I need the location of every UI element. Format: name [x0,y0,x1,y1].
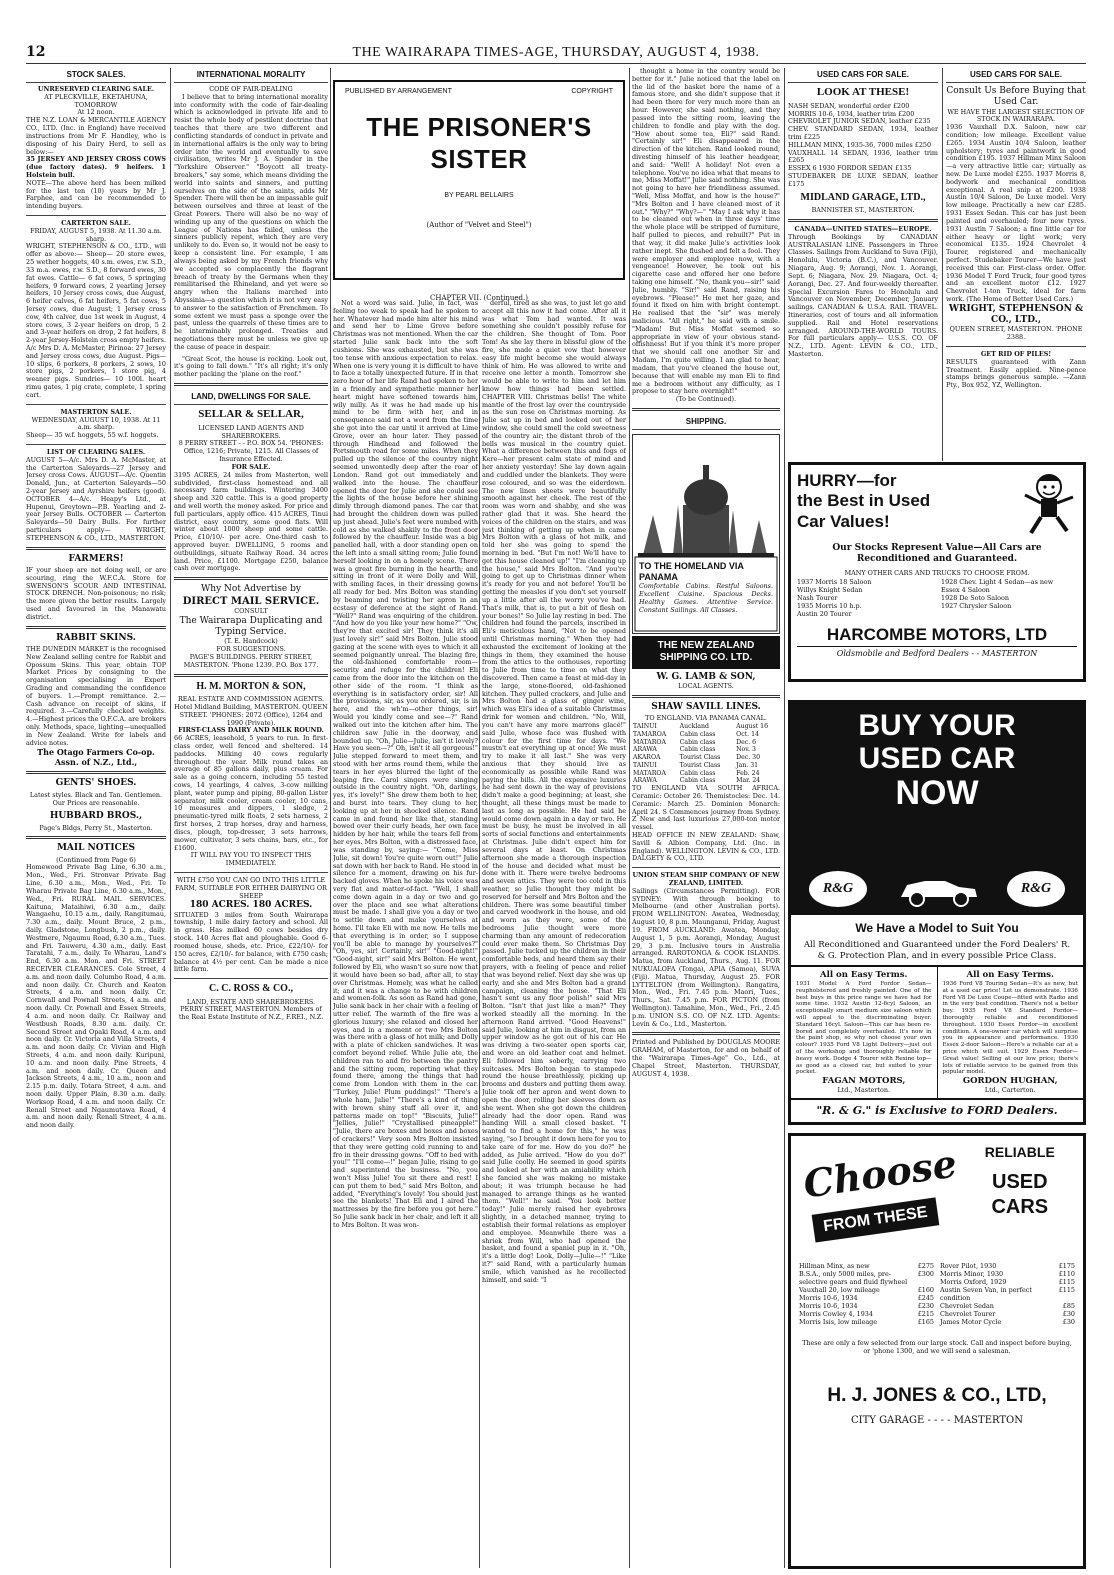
ship-poster [632,434,780,634]
table-row: TAINUI Tourist Class Jan. 31 [633,761,759,769]
look-title: LOOK AT THESE! [816,86,910,98]
hughan-block [938,967,1084,1097]
newspaper-title: THE WAIRARAPA TIMES-AGE, THURSDAY, AUGUST 4, 1938. [352,44,760,60]
column-divider [170,68,171,1568]
jones-sub: CITY GARAGE - - - - MASTERTON [851,1415,1023,1427]
list-item: VAUXHALL 14 SEDAN, 1936, leather trim £265 [788,148,938,165]
shaw-office: HEAD OFFICE IN NEW ZEALAND: Shaw, Savill & Albion Company, Ltd. (Inc. in England). WELLINGTON. LEVIN & CO., LTD. DALGETY & CO., LTD. [632,830,780,863]
shaw-title: SHAW SAVILL LINES. [651,702,761,712]
story-title: THE PRISONER'S SISTER [366,111,592,175]
dm-consult: CONSULT [234,607,268,615]
hughan-sub: Ltd., Carterton. [984,1085,1036,1094]
list-item: 1937 Morris 18 Saloon [797,578,872,587]
buy-model: We Have a Model to Suit You [855,921,1019,935]
farmers-text: IF your sheep are not doing well, or are scouring, ring the W.F.C.A. Store for SWENSON'S SCOUR AND INTESTINAL STOCK DRENCH. Non-poisonous; no risk; the more given the better results. Largely used and favoured in the Manawatu district. [26,565,166,621]
story-text: derful, tired as she was, to just let go and accept all this now it had come. After all it was what Tom had wanted. It was something she couldn't possibly refuse for the children. She thought of Tom. Poor Tom! As she lay there in blissful glow of the fire, she made a quiet vow that however easy life might become she would always think of him. He was allowed to write and receive one letter a month. Tomorrow she would be able to write to him and let him know how things had been settled. CHAPTER VIII. Christmas bells! The white mantle of the frost lay over the countryside as the sun rose on Christmas morning. As Julie sat up in bed and looked out of her window, she could smell the cold sweetness of the country air; the distant throb of the bells was musical in the country quiet. What a difference between this and fogs of Kere—her present calm state of mind and her anxiety yesterday! She lay down again and cuddled under the blankets. They were rose coloured, and so was the eiderdown. The new linen sheets were beautifully smooth against her cheek. The rest of the room was worn and shabby, and she was rather glad that it was. She heard the voices of the children on the stairs, and was just thinking of getting up when in came Mrs Bolton with a glass of hot milk, and told her she was going to spend the morning in bed. "But I'm not! We'll have to get this house cleaned up!" "I'm cleaning up the house," said Mrs Bolton. "And you're going to get up to Christmas dinner when it's ready for you and not before! You'll be getting the measles if you don't set yourself up a little after all the worry you've had. That's milk, that is, to put a bit of flesh on your bones!" So Julie lay resting in bed. The children had found the parcels, inscribed in Eli's meticulous hand, "Not to be opened until Christmas morning." When they had exhausted the excitement of looking at the things in them, they examined the house from the attics to the outhouses, reporting to Julie from time to time on what they discovered. Then came a feast at mid-day in the large, stone-floored, old-fashioned kitchen. They pulled crackers, and Julie and Mrs Bolton had a glass of ginger wine, which was Eli's idea of a suitable Christmas drink for women and children. "No, Will, you can't have any more marrons glacé!" said Julie, whose face was flushed with colour for the first time for days. "We mustn't eat everything up at once! We must try to make it all last." She was very anxious that they should live as economically as possible while Rand was paying the bills. All the expensive luxuries he had sent down in the way of provisions didn't make a good beginning; at least, she thought, all these things must be made to last as long as possible. He had said he would come down again in a day or two. He must be busy, he must be involved in all sorts of social functions and entertainments at Christmas. Julie didn't expect him for several days at least. On Christmas afternoon she made a thorough inspection of the house and decided what must be done with it. There were twelve bedrooms and seven attics. They were too cold in this weather, so Julie thought they might be reserved for herself and Mrs Bolton and the children. There was some beautiful timber and carved woodwork in the house, and old and worn as they were, some of the bedrooms Julie thought were more charming than any amount of redecoration could ever make them. So Christmas Day passed. Julie tucked up the children in their comfortable beds, and heard them say their prayers, with a feeling of peace and relief that was beyond relief. Next day she was up early, and she and Mrs Bolton had a grand campaign, cleaning the house. "That Eli hasn't sent us any floor polish!" said Mrs Bolton. "Isn't that just like a man?" They worked steadily all the morning. In the afternoon Rand arrived. "Good Heavens!" said Julie, looking at him in disgust, from an upper window as he got out of his car. He was driving a two-seater open sports car, and wore an old leather coat and helmet. Eli followed him soberly, carrying two suitcases. Mrs Bolton began to stampede round the house breathlessly, picking up brooms and dusters and putting them away. Julie took off her apron and went down to open the door, rolling her sleeves down as she went. When she got down the children already had the door open. Rand was handing Will a small closed basket. "I wanted to find a home for this," he was saying, "so I brought it down here for you to take care of for me. How do you do?" he added, as Julie arrived. "How do you do?" said Julie coolly. He seemed in good spirits and looked at her with an amiability which she fancied she was making no mistake about; it was triumph because he had managed to arrange things as he wanted them. "Well!" he said. "You look better today!" Julie merely raised her eyebrows slightly, in a detached manner, trying to establish their formal relations as employer and employee. Meanwhile there was a shriek from Will, who had opened the basket, and found a spaniel pup in it. "Oh, it's a little dog! Look, Dolly—Julie—!" "Like it?" said Rand, with a particularly human smile, which vanished as he recollected himself, and said: "I [482,300,626,1284]
mail-text: Homewood Private Bag Line, 6.30 a.m., Mon., Wed., Fri. Stronvar Private Bag Line, 6.30 a.m., Mon., Wed., Fri. Te Wharau Private Bag Line, 6.30 a.m., Mon., Wed., Fri. RURAL MAIL SERVICES. Kaituna, Mataihiwi, 6.30 a.m., daily. Wangaehu, 10.15 a.m., daily. Rangitumau, 7.30 a.m., daily. Mount Bruce, 2 p.m., daily. Gladstone, Longbush, 2 p.m., daily. Westmere, Ngaumu Road, 6.30 a.m., Tues. and Fri. Tauweru, 4.30 a.m., daily. East Taratahi, 7 a.m., daily. Te Wharau, Land's End, 6.30 a.m. Mon. and Fri. STREET RECEIVER CLEARANCES. Cole Street, 4 a.m. and noon daily. Columbo Road, 4 a.m. and noon daily. Cr. Church and Keaton Streets, 4 a.m. and noon daily. Cr. Cornwall and Pownall Streets, 4 a.m. and noon daily. Cr. Pownall and Essex Streets, 4 a.m. and noon daily. Cr. Railway and Westbush Roads, 8.30 a.m. daily. Cr. Second Street and Opaki Road, 4 a.m. and noon daily. Cr. Victoria and Villa Streets, 4 a.m. and noon daily. Cr. Vivian and High Streets, 4 a.m. and noon daily. Kuripuni, 10 a.m. and noon daily. Pine Streets, 4 a.m. and noon daily. Cr. Queen and Jackson Streets, 4 a.m., 10 a.m., noon and 2.15 p.m. daily. Totara Street, 4 a.m. and noon daily. Upper Plain, 8.30 a.m. daily. Worksop Road, 4 a.m. and noon daily. Cr. Renall Street and Ngaumutawa Road, 4 a.m. and noon daily. Renall Street, 4 a.m. and noon daily. [26,863,166,1130]
section-header: STOCK SALES. [26,68,166,83]
car-icon [895,871,981,909]
jones-firm: H. J. JONES & CO., LTD, [827,1384,1047,1406]
canada-title: CANADA—UNITED STATES—EUROPE. [794,225,932,233]
mail-title: MAIL NOTICES [56,843,136,854]
list-item: Morris Isis, low mileage £165 [799,1318,934,1326]
nz-shipping-banner: THE NEW ZEALAND SHIPPING CO. LTD. [632,636,780,669]
fagan-firm: FAGAN MOTORS, [822,1076,906,1087]
used-cars-left [788,68,938,461]
reliable-label: RELIABLE [984,1144,1055,1160]
ross-sub: LAND, ESTATE AND SHAREBROKERS. [186,997,316,1006]
farmers-title: FARMERS! [68,553,124,564]
poster-title: TO THE HOMELAND VIA PANAMA [639,560,744,583]
dm-line2: DIRECT MAIL SERVICE. [182,595,320,607]
gents-title: GENTS' SHOES. [55,778,137,789]
buy-line1: BUY YOUR [858,709,1016,742]
lamb-sub: LOCAL AGENTS. [678,682,734,691]
table-row: MATAROA Cabin class Dec. 6 [633,738,757,746]
list-item: NASH SEDAN, wonderful order £200 [788,101,910,110]
section-header: USED CARS FOR SALE. [946,68,1086,83]
fagan-block [791,967,938,1097]
dm-line1: Why Not Advertise by [201,584,301,595]
sale-note: NOTE—The above herd has been milked for the last ten (10) years by Mr J. Farphee, and can be recommended to intending buyers. [26,178,166,211]
list-item: Chevrolet Tourer £30 [940,1310,1075,1318]
acres-text: SITUATED 3 miles from South Wairarapa township, 1 mile dairy factory and school. All in grass. Has milked 60 cows besides dry stock. 140 Acres flat and ploughable. Good 6-roomed house, sheds, etc. Price, £22/10/- for 150 acres, £2/10/- for balance, with £750 cash; balance at 4½ per cent. Can be made a nice little farm. [174,910,328,974]
section-sub: CODE OF FAIR-DEALING [209,85,293,93]
used-cars-right [946,68,1086,461]
morton-sub: REAL ESTATE AND COMMISSION AGENTS. [177,695,325,704]
midland-firm: MIDLAND GARAGE, LTD., [800,191,926,203]
ws-address: QUEEN STREET, MASTERTON. 'PHONE 2388. [949,325,1083,342]
rabbit-text: THE DUNEDIN MARKET is the recognised New Zealand selling centre for Rabbit and Opossum Skins. This year, obtain TOP Market Prices by consigning to the organisation specialising in Expert Grading and commanding the confidence of buyers. 1.—Prompt remittance. 2.—Cash advance on receipt of skins, if required. 3.—Carefully checked weights. 4.—Highest prices the O.F.C.A. are brokers only. Methods, space, lighting—unequalled in New Zealand. Write for labels and advice notes. [26,644,166,747]
choose-graphic [799,1140,965,1248]
list-item: HILLMAN MINX, 1935-36, 7000 miles £250 [788,140,932,149]
sellar-sub: LICENSED LAND AGENTS AND SHAREBROKERS. [198,423,304,440]
sale-date: WEDNESDAY, AUGUST 10, 1938. At 11 a.m. sharp. [31,415,161,432]
table-row: TAMAROA Cabin class Oct. 14 [633,730,759,738]
story-column-1 [333,300,478,1568]
hurry-line1: HURRY—for [797,471,897,490]
morton-address: Hotel Midland Building, MASTERTON. QUEEN STREET. 'PHONES: 2072 (Office), 1264 and 1990 (Private). [174,702,328,727]
sale-text: THE N.Z. LOAN & MERCANTILE AGENCY CO., LTD. (Inc. in England) have received instructions from Mr F. Handley, who is disposing of his Dairy Herd, to sell as below:— [26,116,166,156]
gents-firm: HUBBARD BROS., [49,811,143,822]
sale-title: CARTERTON SALE. [61,219,131,227]
page-number: 12 [26,43,46,60]
sellar-sale: FOR SALE. [231,462,271,471]
used-label: USED [992,1170,1048,1193]
easy-terms: All on Easy Terms. [966,970,1054,981]
hurry-line3: Car Values! [797,511,890,531]
list-item: MORRIS 10-6, 1934, leather trim £200 [788,109,915,118]
union-title: UNION STEAM SHIP COMPANY OF NEW ZEALAND, LIMITED. [632,871,780,887]
column-divider [784,68,785,1568]
buy-guarantee: All Reconditioned and Guaranteed under the Ford Dealers' R. & G. Protection Plan, and in every possible Price Class. [803,940,1071,961]
story-shipping-column [632,68,780,1568]
sale-date: FRIDAY, AUGUST 5, 1938. At 11.30 a.m. sharp. [30,226,162,243]
list-item: Willys Knight Sedan [797,586,863,595]
story-header [333,80,625,280]
dm-for: FOR SUGGESTIONS. [216,645,286,654]
gents-address: Page's Bldgs, Perry St., Masterton. [39,823,153,832]
buy-banner [791,703,1083,863]
car-emblem-row [791,863,1083,915]
list-item: Morris 10-6, 1934 £245 [799,1294,934,1302]
column-divider [330,68,331,1568]
jones-ad [788,1133,1086,1569]
ross-title: C. C. ROSS & CO., [209,983,293,995]
list-item: 1928 De Soto Saloon [941,593,1009,602]
hughan-text: 1936 Ford V8 Touring Sedan—It's as new, but at a used car price! Let us demonstrate. 1936 Ford V8 De Luxe Coupe—fitted with Radio and in the very best condition. There's not a better buy. 1935 Ford V8 Standard Fordor—thoroughly reliable and reconditioned throughout. 1930 Essex Fordor—in excellent condition. A one-owner car which will surprise you in appearance and performance. 1930 Essex 2-door Saloon—Here's a reliable car at a price which will suit. 1929 Essex Fordor—Great value! Selling at our low price; there's lots of reliable service to be gained from this popular model. [942,980,1078,1076]
ws-firm: WRIGHT, STEPHENSON & CO., LTD., [948,303,1084,326]
buy-footer: "R. & G." is Exclusive to FORD Dealers. [791,1098,1083,1118]
column-divider [479,385,480,1568]
morton-text: 66 ACRES, leasehold, 5 years to run. In first-class order, well fenced and sheltered. 14 paddocks. Milking 40 cows regularly throughout the year. Milk round takes an average of 85 gallons daily, plus cream. For sale as a going concern, including 55 tested cows, 14 yearlings, 4 calves, 3-cow milking plant, water pump and piping, 80-gallon Lister separator, milk cooler, cream cooler, 10 cans, 10 measures and dippers, 1 sledge, 2 pneumatic-tyred milk floats, 2 sets harness, 2 first horses, 2 trap horses, dray and harness, discs, plough, top-dresser, 3 sets harrows, mower, cultivator, 3 sets chains, bars, etc., for £1600. [174,734,328,852]
column-divider [629,68,630,1568]
rabbit-firm: The Otago Farmers Co-op. Assn. of N.Z., Ltd., [37,747,155,768]
sale-lots: 35 JERSEY AND JERSEY CROSS COWS (due factory dates). 9 heifers. 1 Holstein bull. [26,155,166,179]
rg-badge-left: R&G [809,871,867,907]
section-header: INTERNATIONAL MORALITY [174,68,328,83]
ross-address: PERRY STREET, MASTERTON. Members of the Real Estate Institute of N.Z., F.REI., N.Z. [178,1005,324,1022]
masthead [26,42,1086,64]
midland-address: BANNISTER ST., MASTERTON. [811,206,915,215]
morality-column [174,68,328,1568]
union-text: Sailings (Circumstances Permitting). FOR SYDNEY: With through booking to Melbourne (and other Australian ports). FROM WELLINGTON: Awatea, Wednesday, August 10, 8 p.m. Maunganui, Friday, August 19. FROM AUCKLAND: Awatea, Monday, August 1, 5 p.m. Aorangi, Monday, August 29, 3 p.m. Inclusive tours in Australia arranged. RAROTONGA & COOK ISLANDS. Matua, from Auckland, Thurs., Aug. 11. FOR NUKUALOFA (Tonga), APIA (Samoa), SUVA (Fiji). Matua, Thursday, August 25. FOR LYTTELTON (from Wellington). Rangatira, Mon., Wed., Fri. 7.45 p.m. Maori, Tues., Thurs., Sat. 7.45 p.m. FOR PICTON (from Wellington). Tamahine, Mon., Wed., Fri., 2.45 p.m. UNION S.S. CO. OF N.Z. LTD. Agents: Levin & Co., Ltd., Masterton. [632,886,780,1028]
fagan-text: 1931 Model A Ford Fordor Sedan—reupholstered and freshly painted. One of the best buys in this price range we have had for some time. 1932 Austin 12-6cyl Saloon, an exceptionally smart medium size saloon which will appeal to the discriminating buyer. Standard 16cyl. Saloon—This car has been re-bored and completely overhauled. It's now in the paint shop, so why not choose your own colour? 1935 Ford V8 Light Delivery—just out of the workshop and thoroughly reliable for heavy work. Dodge 4 Tourer with Rexine top—as good as a closed car, but suited to your pocket. [796,980,932,1076]
hurry-line2: the Best in Used [797,491,931,511]
piles-title: GET RID OF PILES! [980,349,1052,358]
hughan-firm: GORDON HUGHAN, [962,1076,1058,1087]
jones-list-left [799,1262,934,1326]
dm-person: (T. E. Handcock) [224,637,278,646]
running-boy-icon [1015,471,1077,537]
table-row: ARAWA Cabin class Nov. 3 [633,746,756,754]
list-item: B.S.A., only 5000 miles, pre-selective gears and fluid flywheel £300 [799,1270,934,1286]
list-item: Vauxhall 20, low mileage £160 [799,1286,934,1294]
list-item: James Motor Cycle £30 [940,1318,1075,1326]
list-item: Austin Seven Van, in perfect condition £115 [940,1286,1075,1302]
consult-sub: WE HAVE THE LARGEST SELECTION OF STOCK IN WAIRARAPA. [947,107,1085,124]
story-copyright: COPYRIGHT [571,88,613,95]
list-item: Hillman Minx, as new £275 [799,1262,934,1270]
list-item: Nash Tourer [797,593,838,602]
consult-cars: 1936 Vauxhall D.X. Saloon, new car condition; low mileage. Excellent value £265. 1934 Austin 10/4 Saloon, leather upholstery; tyres and paintwork in good condition £195. 1937 Hillman Minx Saloon—a very attractive little car; virtually as new. De Luxe model £255. 1937 Morris 8, bodywork and mechanical condition exceptional. A real snip at £200. 1938 Austin 10/4 Saloon, De Luxe model. Very low mileage. Practically a new car £285. 1931 Essex Sedan. This car has just been painted and overhauled; four new tyres. 1931 Austin 7 Saloon; a fine little car for either heavy or light work; very economical £135. 1924 Chevrolet 4 Tourer, registered and mechanically perfect. Studebaker Tourer—We have just received this car. First-class order. Offer. 1936 Model T Ford Truck, four good tyres and an excellent motor £12. 1927 Chevrolet 1-ton Truck, ideal for farm work. (The Home of Better Used Cars.) [946,123,1086,303]
story-author: BY PEARL BELLAIRS [444,191,514,199]
poster-list: Comfortable Cabins. Restful Saloons. Excellent Cuisine. Spacious Decks. Healthy Games. Attentive Service. Constant Sailings. All Classes. [639,582,773,614]
morton-pay: IT WILL PAY YOU TO INSPECT THIS IMMEDIATELY. [190,851,312,868]
dm-address: PAGE'S BUILDINGS. PERRY STREET, MASTERTON. 'Phone 1239. P.O. Box 177. [183,652,319,669]
sale-text: Sheep— 35 w.f. hoggets, 55 w.f. hoggets. [26,431,159,440]
land-header: LAND, DWELLINGS FOR SALE. [174,390,328,405]
ford-rg-ad [788,700,1086,1125]
dm-firm: The Wairarapa Duplicating and Typing Service. [179,615,323,638]
sale-place: AT PLECKVILLE, EKETAHUNA, TOMORROW [44,92,148,109]
sellar-address: 8 PERRY STREET - - P.O. BOX 54. 'PHONES: Office, 1216; Private, 1215. All Classes of Insurance Effected. [178,439,324,464]
joke-text: "Great Scot, the house is rocking. Look out, it's going to fall down." "It's all right; it's only mother packing the 'plane on the roof." [174,354,328,379]
sellar-title: SELLAR & SELLAR, [198,408,304,421]
shaw-sub: TO ENGLAND. VIA PANAMA CANAL. [645,714,767,723]
section-header: USED CARS FOR SALE. [788,68,938,83]
from-these-banner: FROM THESE [812,1197,940,1242]
harcombe-firm: HARCOMBE MOTORS, LTD [826,625,1048,645]
list-item: 1935 Morris 10 h.p. [797,601,862,610]
list-item: 1928 Chev. Light 4 Sedan—as new [941,578,1054,587]
buy-line2: USED CAR [858,742,1016,775]
table-row: AKAROA Tourist Class Dec. 30 [633,754,761,762]
story-chapter: CHAPTER VII. (Continued.) [430,294,528,302]
list-item: Morris Minor, 1930 £110 [940,1270,1075,1278]
acres-label: 180 ACRES. 180 ACRES. [189,900,313,911]
morton-sep: WITH £750 YOU CAN GO INTO THIS LITTLE FARM, SUITABLE FOR EITHER DAIRYING OR SHEEP [175,875,327,900]
table-row: TAINUI Auckland August 16 [633,723,769,731]
list-title: LIST OF CLEARING SALES. [46,447,146,456]
piles-text: RESULTS guaranteed with Zann Treatment. Easily applied. Nine-pence stamps brings generous sample. —Zann Pty., Box 952, YZ, Wellington. [946,357,1086,390]
sale-time: At 12 noon. [77,108,115,117]
story-prev: (Author of "Velvet and Steel") [426,220,532,229]
car-list [788,103,938,189]
jones-list-right [940,1262,1075,1326]
morton-dairy: FIRST-CLASS DAIRY AND MILK ROUND. [178,726,324,735]
column-divider [942,68,943,461]
sale-title: UNRESERVED CLEARING SALE. [37,85,155,93]
hurry-many: MANY OTHER CARS AND TRUCKS TO CHOOSE FROM. [844,568,1030,577]
shaw-table [632,723,780,785]
cars-label: CARS [991,1195,1049,1218]
canada-text: Through Bookings by CANADIAN AUSTRALASIAN LINE. Passengers in Three Classes. Sailings from Auckland to Suva (Fiji), Honolulu, Victoria (B.C.), and Vancouver. Niagara, Aug. 9; Aorangi, Nov. 1. Aorangi, Sept. 6; Niagara, Nov. 29. Niagara, Oct. 4; Aorangi, Dec. 27. And four-weekly thereafter. Special Excursion Fares to Honolulu and Vancouver on November, December, January sailings. CANADIAN & U.S.A. RAIL TRAVEL. Itineraries, cost of tours and all information supplied. Rail and Hotel reservations arranged. AROUND-THE-WORLD TOURS. For full particulars apply— U.S.S. CO. OF N.Z., LTD. Agent: LEVIN & CO., LTD., Masterton. [788,232,938,358]
list-item: Rover Pilot, 1930 £175 [940,1262,1075,1270]
list-item: 1927 Chrysler Saloon [941,601,1012,610]
article-text: I believe that to bring international morality into conformity with the code of fair-dealing which is acknowledged in private life and to resist the whole body of pestilent doctrine that teaches that there are two different and conflicting standards of conduct in private and in international affairs is the only way to bring order into the world and eventually to save civilisation, writes Mr J. A. Spender in the "Yorkshire Observer." "Boycott all treaty-breakers," say some, which means dividing the world into saints and sinners, and putting ourselves on the side of the saints, adds Mr Spender. There will then be an impassable gulf between ourselves and three at least of the Great Powers. There will also be no way of winding up any of the questions on which the League of Nations has failed, unless the sinners publicly repent, which they are very unlikely to do. Even so, it would not be easy to keep a consistent line. For example, I am always being asked by my French friends why we accepted so complacently the flagrant breach of treaty by the Germans when they remilitarised the Rhineland, and yet were so angry when the Italians marched into Abyssinia—a question which it is not very easy to answer to the satisfaction of Frenchmen. To some extent we must pass a sponge over the past, unless the quarrels of these times are to be interminably prolonged. Treaties and negotiations there must be unless we give up the cause of peace in despair. [174,92,328,351]
choose-word: Choose [800,1140,960,1207]
rg-badge-right: R&G [1007,871,1065,907]
sellar-text: 3195 ACRES, 24 miles from Masterton, well subdivided, first-class homestead and all necessary farm buildings. Wintering 3400 sheep and 320 cattle. This is a good property and well worth the money asked. For price and full particulars, apply office. 415 ACRES, Tinui district, easy country, some good flats. Will winter about 1000 sheep and some cattle. Price, £10/10/- per acre. One-third cash to approved buyer. DWELLING, 5 rooms and outbuildings, situate Railway Road. 34 acres land. Price, £1100. Mortgage £250, balance cash over mortgage. [174,470,328,573]
consult-title: Consult Us Before Buying that Used Car. [946,86,1086,108]
fagan-sub: Ltd., Masterton. [837,1085,891,1094]
list-item: STUDEBAKER DE LUXE SEDAN, leather £175 [788,172,938,188]
story-text: Not a word was said. Julie, in fact, was feeling too weak to speak had he spoken to her. Whatever had made him alter his mind and send her to Lime Grove before Christmas was not mentioned. When the car started Julie sank back into the soft cushions. She was exhausted, but she was too tense with anxious expectation to relax. When one is very young it is difficult to have to face a totally unexpected future. If in that zero hour of her life Rand had spoken to her in a friendly and sympathetic manner her heart might have softened towards him, wily milly. As it was he had made up his mind to be firm with her, and in consequence said not a word from the time she got into the car until it arrived at Lime Grove, over an hour later. They passed through Hindhead and followed the Portsmouth road for some miles. When they pulled up the silence of the country night seemed unwontedly deep after the roar of London. Rand got out immediately and walked into the house. The chauffeur opened the door for Julie and she could see the lights of the house before her shining dimly through diamond panes. The car that had brought the children down was pulled up just ahead. Julie's feet were numbed with cold as she walked shakily to the front door followed by the chauffeur. Inside was a big panelled hall, with a door standing open on the left into a small sitting room; Julie found herself looking in on a homely scene. There was a great fire burning in the hearth; and sitting in front of it were Dolly and Will, with smiling faces, in their dressing gowns all ready for bed. Mrs Bolton was standing by beaming and twisting her apron in an ecstasy of deference at the sight of Rand. "Well?" Rand was enquiring of the children. "And how do you like your new home?" "Ow, they're that excited sir! They think it's all just lovely sir!" said Mrs Bolton. Julie stood gazing at the scene with eyes to which it all seemed poignantly unreal. The blazing fire, the old-fashioned comfortable room—security and refuge for the children! Eli came from the door into the kitchen on the other side of the room. "I think as everything is in satisfactory order, sir! All the provisions, sir, as you ordered, sir, is in here, and the wh'm—other things, sir! Would you kindly come and see—?" Rand walked out into the kitchen after him. The children saw Julie in the doorway, and bounded up. "Oh, Julie—Julie, isn't it lovely? Have you seen—?" Oh, isn't it all gorgeous!" Julie stepped forward to meet them, and stood with her arms round them, while the tears in her eyes blurred the light of the leaping fire. Carol singers were singing outside in the country night. "Oh, darlings, yes, it's lovely!" She drew them both to her, and burst into tears. They clung to her, looking up at her in shocked silence. Rand came in and found her like that, standing bowed over their curly heads, her own face hidden by her hair, while the tears fell from her eyes. Mrs Bolton, with a distressed face, was standing by, saying:— "Come, Miss Julie, sit down! You're quite worn out!" Julie sat down with her back to Rand. He stood in silence for a moment, drawing on his fur-backed gloves. When he spoke his voice was very flat and matter-of-fact. "Well, I shall come down again in a day or two and go over the place and see what alterations must be made. I shall give you a day or two to settle down and make yourselves at home. I'll take Eli with me now. He tells me that everything is in order, so I suppose you'll be able to manage by yourselves?" "Oh, yes, sir! Certainly, sir!" "Good-night!" "Good-night, sir!" said Mrs Bolton. He went, followed by Eli, who wasn't so sure now that it would have been so bad, after all, to stay over Christmas. Homely, was what he called it; and it was a change to be with children and women-folk. As soon as Rand had gone, Julie sank back in her chair with a feeling of utter relief. The warmth of the fire was a glorious luxury; she relaxed and closed her eyes, and in a moment or two Mrs Bolton was there with a glass of hot milk; and Dolly with a plate of chicken sandwiches. It was comfort beyond relief. While Julie ate, the children ran to and fro between the pantry and the sitting room, reporting what they found there, among the things that had come from London with them in the car. "Turkey, Julie! Plum puddings!" "There's a whole ham, Julie!" "There's a kind of thing with brown shiny stuff all over it, and patterns made on top!" "Biscuits, Julie!" "Jellies, Julie!" "Crystallised pineapple!" "Julie, there are boxes and boxes and boxes of crackers!" Very soon Mrs Bolton insisted that they were getting cold running to and fro in their dressing gowns. "Off to bed with you!" "I'll come—!" began Julie, rising to go and superintend the business. "No, you won't Miss Julie! You sit there and rest! I can put them to bed," said Mrs Bolton, and added, "Everything's lovely! You should just see the blankets! That Eli and I aired the mattresses by the fire before you got here." So Julie sank back in her chair, and left it all to Mrs Bolton. It was won- [333,300,478,1229]
rabbit-title: RABBIT SKINS. [56,632,136,643]
list-item: CHEVROLET JUNIOR SEDAN, leather £235 [788,117,931,126]
table-row: MATAROA Cabin class Feb. 24 [633,769,760,777]
story-text: thought a home in the country would be better for it." Julie noticed that the label on the lid of the basket bore the name of a famous store, and she didn't suppose that it had been there for very much more than an hour. However, she said nothing, and they passed into the sitting room, leaving the children to fondle and play with the dog. "How about some tea, Eli?" said Rand. "Certainly sir!" Eli disappeared in the direction of the kitchen. Rand looked round, divesting himself of his leather headgear, and said: "Well! A holiday! Not even a telephone. You've no idea what that means to me, Miss Moffat!" Julie said nothing. She was not going to have her friendliness assumed. "Well, Miss Moffat, and how is the house?" "Mrs Bolton and I have cleaned most of it out." "Why?" "Why?—" "May I ask why it has to be cleaned out when in three days' time the whole place will be stripped of furniture, half pulled to pieces, and rebuilt?" Put in that way, it did make Julie's activities look rather inept. She flushed and felt a fool. They were employer and employee now, with a vengeance! However, he took out his cigarette case and offered her one before taking one himself. "No, thank you—sir!" said Julie, humbly. "Sir!" said Rand, raising his eyebrows. "Please!" He met her gaze, and found it fixed on him with bright contempt. He realised that the "sir" was merely malicious. "All right," he said with a smile. "Madam! But Miss Moffat seemed so appropriate in view of your obvious stand-offishness! But if you think it's more proper that we should call one another Sir and Madam, I'm quite willing. I am glad to hear, madam, that you've cleaned the house out, because that will enable my man Eli to find me a bedroom without any difficulty, as I propose to stay here overnight!" [632,68,780,396]
story-arrangement: PUBLISHED BY ARRANGEMENT [345,88,452,95]
easy-terms: All on Easy Terms. [820,970,908,981]
list-item: Morris 10-6, 1934 £230 [799,1302,934,1310]
morton-title: H. M. MORTON & SON, [196,680,306,692]
table-row: ARAWA Cabin class Mar. 24 [633,777,761,785]
gents-text: Latest styles. Black and Tan. Gentlemen. Our Prices are reasonable. [29,790,163,807]
buy-line3: NOW [895,774,979,812]
list-item: ESSEX 6 1930 FORDOR SEDAN £135 [788,164,912,173]
harcombe-sub: Oldsmobile and Bedford Dealers - - MASTERTON [797,646,1077,659]
lamb-agent: W. G. LAMB & SON, [656,671,756,682]
list-item: Morris Cowley 4, 1934 £215 [799,1310,934,1318]
list-item: Morris Oxford, 1929 £115 [940,1278,1075,1286]
shaw-more: TO ENGLAND VIA SOUTH AFRICA. Ceramic: October 26. Themistocles: Dec. 14. Ceramic: March 25. Dominion Monarch: April 24. S Commences journey from Sydney. Z New and last luxurious 27,000-ton motor vessel. [632,784,780,832]
list-item: Austin 20 Tourer [797,609,852,618]
list-text: AUGUST 5—A/c. Mrs D. A. McMaster, at the Carterton Saleyards—27 Jersey and Jersey cross Cows. AUGUST—A/c. Quentin Donald, Jun., at Carterton Saleyards—50 2-year Jersey and Ayrshire heifers (good). OCTOBER 4—A/c. Heapy's Ltd., at Hupenui, Greytown—P.B. Yearling and 2-year Jersey Bulls. OCTOBER — Carterton Saleyards—50 Dairy Bulls. For further particulars apply— WRIGHT, STEPHENSON & CO., LTD., MASTERTON. [26,455,166,542]
hurry-tag: Our Stocks Represent Value—All Cars are Reconditioned and Guaranteed. [832,543,1042,565]
sale-text: WRIGHT, STEPHENSON & CO., LTD., will offer as above:— Sheep— 20 store ewes, 25 wether hoggets, 40 s.m. ewes, r.w. S.D., 33 m.a. ewes, r.w. S.D., 8 forward ewes, 30 fat ewes. Cattle— 6 fat cows, 5 springing heifers, 9 forward cows, 2 yearling Jersey heifers, 10 Jersey cross cows, due August, 6 heifer calves, 6 fat heifers, 5 fat cows, 5 Jersey cows, due August; 1 Jersey cross cow, 4th calver, due 1st week in August, 4 store cows, 3 2-year heifers on drop, 5 2 and 3-year heifers on drop, 2 fat heifers, 8 2-year Jersey-Holstein cross empty heifers. A/c Mrs D. A. McMaster, Pirinoa: 27 Jersey and Jersey cross cows, due August. Pigs— 10 slips, 6 porkers, 8 porkers, 2 sows, 10 store pigs, 2 porkers, 1 store pig, 4 weaner pigs. Sundries— 10 100l. heart rimu gates, 1 pig crate, complete, 1 spring cart. [26,242,166,399]
stock-sales-column [26,68,166,1568]
story-column-2 [482,300,626,1568]
list-item: Chevrolet Sedan £85 [940,1302,1075,1310]
harcombe-ad [788,462,1086,682]
sale-title: MASTERTON SALE. [60,407,132,416]
jones-note: These are only a few selected from our large stock. Call and inspect before buying, or 'phone 1300, and we will send a salesman. [802,1339,1072,1355]
printer-note: Printed and Published by DOUGLAS MOORE GRAHAM, of Masterton, for and on behalf of the "Wairarapa Times-Age" Co., Ltd., at Chapel Street, Masterton. THURSDAY, AUGUST 4, 1938. [632,1038,780,1078]
list-item: Essex 4 Saloon [941,586,990,595]
story-continued: (To be Continued). [675,395,737,404]
shipping-header: SHIPPING. [632,415,780,430]
mail-sub: (Continued from Page 6) [56,855,136,864]
list-item: CHEV. STANDARD SEDAN, 1934, leather trim £225 [788,125,938,141]
